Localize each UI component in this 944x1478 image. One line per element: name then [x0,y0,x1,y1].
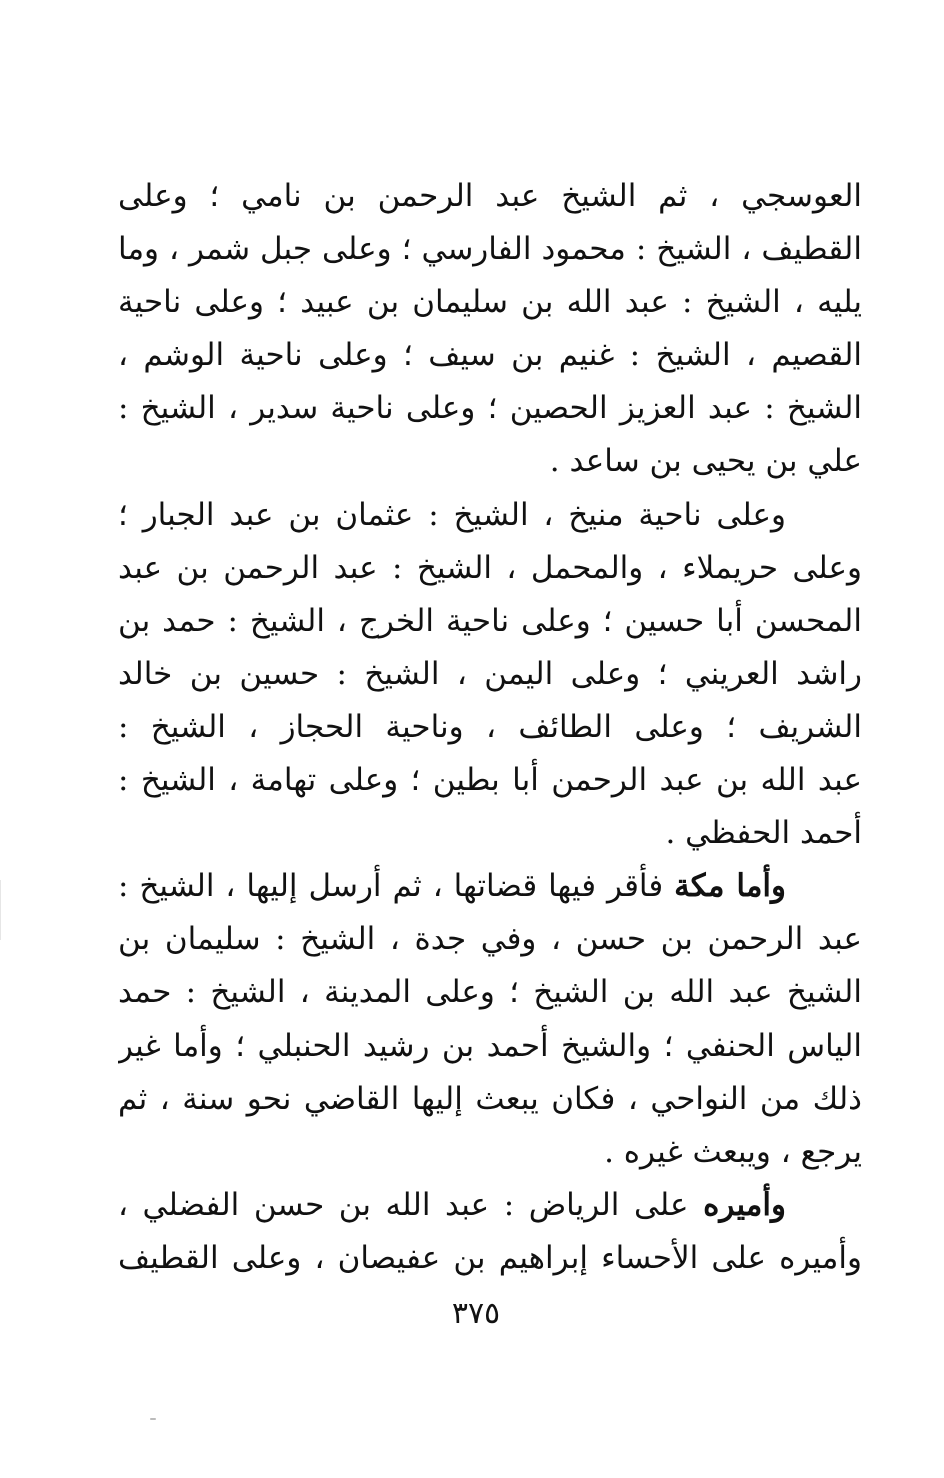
paragraph-lead: وأميره [703,1186,786,1223]
text-line [118,860,862,913]
text-line: الشريف ؛ وعلى الطائف ، وناحية الحجاز ، الشيخ : [118,708,862,745]
scan-edge-mark [0,880,1,940]
text-line: وعلى حريملاء ، والمحمل ، الشيخ : عبد الرحمن بن عبد [118,549,862,586]
text-line: القصيم ، الشيخ : غنيم بن سيف ؛ وعلى ناحية الوشم ، [118,337,862,374]
text-line: القطيف ، الشيخ : محمود الفارسي ؛ وعلى جبل شمر ، وما [118,231,862,268]
text-line: يرجع ، ويبعث غيره . [604,1133,862,1170]
text-line: المحسن أبا حسين ؛ وعلى ناحية الخرج ، الشيخ : حمد بن [118,602,862,639]
text-line: العوسجي ، ثم الشيخ عبد الرحمن بن نامي ؛ وعلى [118,178,862,214]
text-line: راشد العريني ؛ وعلى اليمن ، الشيخ : حسين بن خالد [118,655,862,692]
text-line [118,1179,862,1232]
text-line: الياس الحنفي ؛ والشيخ أحمد بن رشيد الحنبلي ؛ وأما غير [118,1027,862,1064]
text-line: عبد الله بن عبد الرحمن أبا بطين ؛ وعلى تهامة ، الشيخ : [118,762,862,799]
text-line: يليه ، الشيخ : عبد الله بن سليمان بن عبيد ؛ وعلى ناحية [118,284,862,321]
paragraph-lead: وأما مكة [674,868,787,905]
text-line: وعلى ناحية منيخ ، الشيخ : عثمان بن عبد الجبار ؛ [118,496,786,533]
text-line: أحمد الحفظي . [665,815,862,852]
page-number: ٣٧٥ [451,1296,501,1331]
text-line: وأميره على الأحساء إبراهيم بن عفيصان ، وعلى القطيف [118,1239,862,1276]
body-text [118,170,862,1285]
text-line: علي بن يحيى بن ساعد . [549,443,862,480]
paragraph-lead-rest: فأقر فيها قضاتها ، ثم أرسل إليها ، الشيخ : [118,868,664,905]
text-line: الشيخ عبد الله بن الشيخ ؛ وعلى المدينة ، الشيخ : حمد [118,974,862,1011]
text-line: الشيخ : عبد العزيز الحصين ؛ وعلى ناحية سدير ، الشيخ : [118,390,862,427]
scan-speck [150,1418,156,1420]
text-line: ذلك من النواحي ، فكان يبعث إليها القاضي نحو سنة ، ثم [118,1080,862,1117]
text-line: عبد الرحمن بن حسن ، وفي جدة ، الشيخ : سليمان بن [118,921,862,958]
paragraph-lead-rest: على الرياض : عبد الله بن حسن الفضلي ، [118,1186,689,1223]
